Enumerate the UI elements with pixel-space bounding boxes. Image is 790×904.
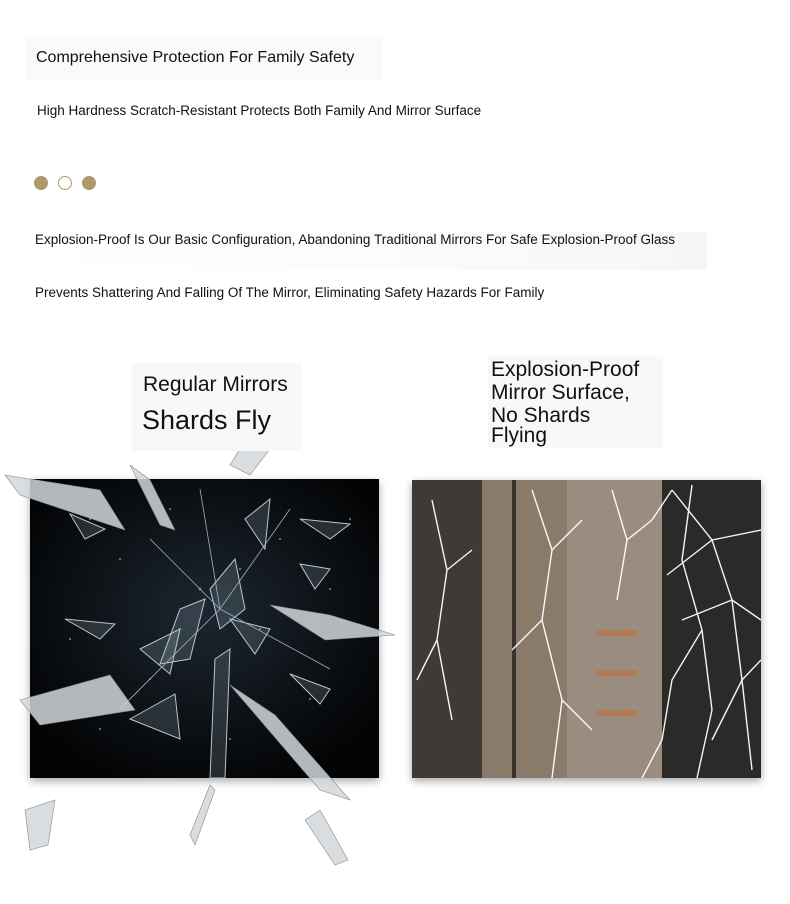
description-paragraph-1: Explosion-Proof Is Our Basic Configuration, Abandoning Traditional Mirrors For Safe Explosion-Proof Glass <box>35 232 707 270</box>
regular-mirror-label <box>132 363 302 451</box>
explosion-proof-label-line-1: Explosion-Proof <box>491 358 640 381</box>
page-title: Comprehensive Protection For Family Safety <box>26 36 382 80</box>
explosion-proof-label-line-3: No Shards <box>491 404 591 427</box>
explosion-proof-mirror-image <box>412 480 761 778</box>
regular-mirror-label-line-2: Shards Fly <box>142 405 272 435</box>
explosion-proof-label-line-2: Mirror Surface, <box>491 381 630 404</box>
explosion-proof-label <box>488 356 663 448</box>
regular-mirror-label-line-1: Regular Mirrors <box>143 373 288 396</box>
description-paragraph-2: Prevents Shattering And Falling Of The Mirror, Eliminating Safety Hazards For Family <box>35 285 545 300</box>
explosion-proof-label-line-4: Flying <box>491 424 548 447</box>
page-subtitle: High Hardness Scratch-Resistant Protects Both Family And Mirror Surface <box>37 103 482 118</box>
carousel-dot-3[interactable] <box>82 176 96 190</box>
carousel-dot-1[interactable] <box>34 176 48 190</box>
flying-shards-decoration <box>0 380 400 870</box>
carousel-dot-2[interactable] <box>58 176 72 190</box>
carousel-indicator <box>34 176 96 190</box>
